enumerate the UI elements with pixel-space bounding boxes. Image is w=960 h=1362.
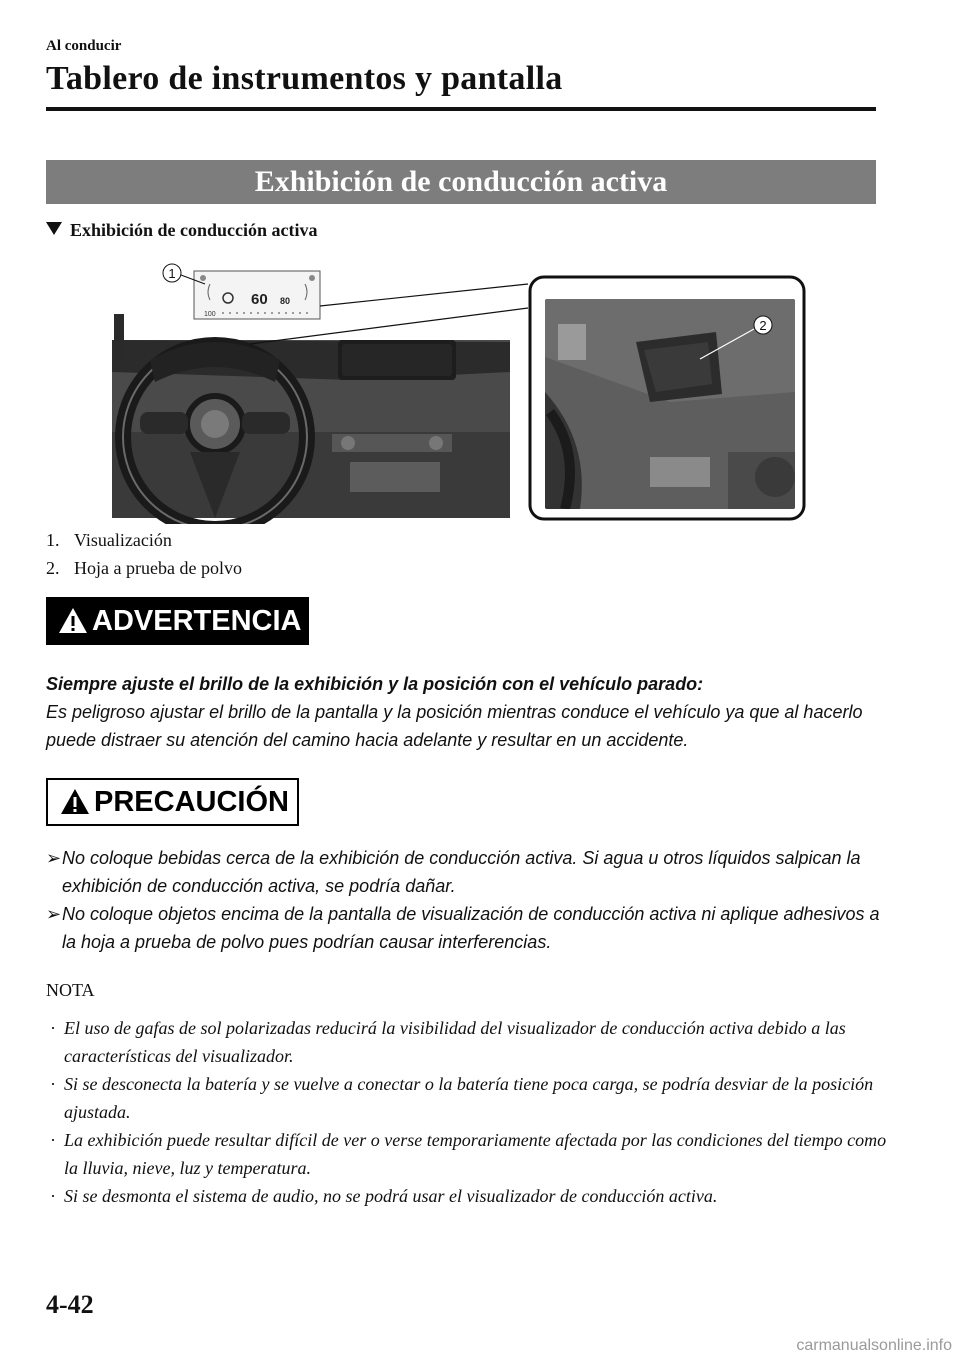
hud-limit: 80 — [280, 296, 291, 306]
warning-text — [46, 670, 881, 754]
nota-item: · El uso de gafas de sol polarizadas reducirá la visibilidad del visualizador de conducción activa debido a las características del visualizador. — [50, 1014, 890, 1070]
bullet-icon: · — [50, 1130, 56, 1150]
nota-item: · La exhibición puede resultar difícil de ver o verse temporariamente afectada por las condiciones del tiempo como la lluvia, nieve, luz y temperatura. — [50, 1126, 890, 1182]
subheading-text: Exhibición de conducción activa — [70, 220, 318, 240]
chapter-label: Al conducir — [46, 38, 122, 54]
warning-heading: Siempre ajuste el brillo de la exhibición y la posición con el vehículo parado: — [46, 674, 704, 694]
arrow-right-icon: ➢ — [46, 848, 62, 868]
caution-item: ➢No coloque objetos encima de la pantalla de visualización de conducción activa ni aplique adhesivos a la hoja a prueba de polvo pues podrían causar interferencias. — [46, 900, 892, 956]
hud-speed: 60 — [251, 291, 268, 308]
legend-item: 2. Hoja a prueba de polvo — [46, 558, 242, 578]
warning-triangle-icon — [58, 607, 88, 634]
bullet-icon: · — [50, 1018, 56, 1038]
bullet-icon: · — [50, 1074, 56, 1094]
nota-label: NOTA — [46, 980, 95, 1000]
watermark: carmanualsonline.info — [796, 1337, 952, 1354]
bullet-icon: · — [50, 1186, 56, 1206]
warning-label: ADVERTENCIA — [46, 597, 309, 645]
triangle-down-icon — [46, 222, 62, 235]
subheading — [46, 220, 318, 241]
legend-item: 1. Visualización — [46, 530, 172, 550]
arrow-right-icon: ➢ — [46, 904, 62, 924]
section-banner: Exhibición de conducción activa — [46, 160, 876, 204]
page-number: 4-42 — [46, 1290, 94, 1319]
title-rule — [46, 107, 876, 111]
caution-label: PRECAUCIÓN — [46, 778, 299, 826]
callout-2: 2 — [759, 318, 767, 333]
page-title: Tablero de instrumentos y pantalla — [46, 60, 563, 97]
caution-item: ➢No coloque bebidas cerca de la exhibición de conducción activa. Si agua u otros líquidos salpican la exhibición de conducción activa, se podría dañar. — [46, 844, 892, 900]
nota-item: · Si se desmonta el sistema de audio, no se podrá usar el visualizador de conducción activa. — [50, 1182, 890, 1210]
dashboard-illustration — [110, 262, 810, 524]
hud-distance: 100 — [204, 311, 216, 318]
nota-item: · Si se desconecta la batería y se vuelve a conectar o la batería tiene poca carga, se podría desviar de la posición ajustada. — [50, 1070, 890, 1126]
warning-body: Es peligroso ajustar el brillo de la pantalla y la posición mientras conduce el vehículo ya que al hacerlo puede distraer su atención del camino hacia adelante y resultar en un accidente. — [46, 702, 863, 750]
caution-triangle-icon — [60, 788, 90, 815]
callout-1: 1 — [168, 266, 176, 281]
